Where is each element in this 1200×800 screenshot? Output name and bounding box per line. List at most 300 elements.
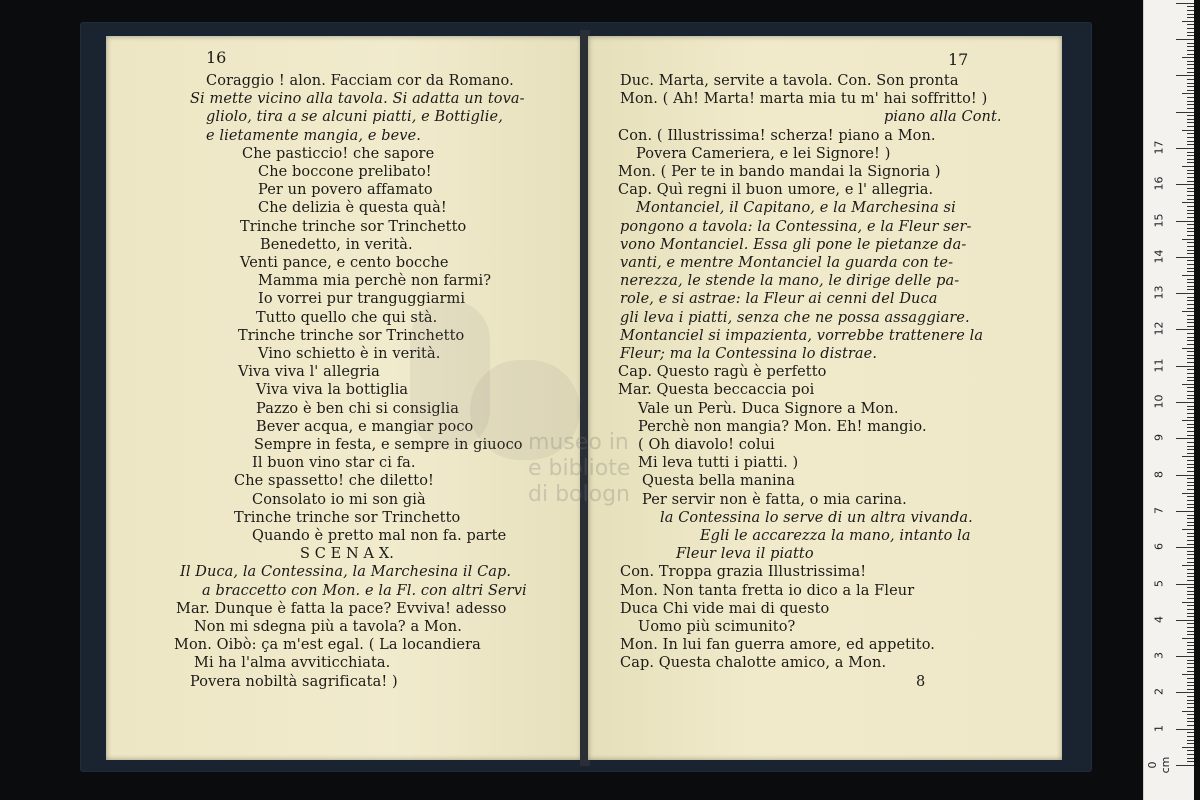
ruler-number: 7 (1152, 506, 1166, 514)
ruler-tick (1187, 714, 1194, 715)
ruler-tick (1176, 112, 1194, 113)
ruler-tick (1187, 587, 1194, 588)
ruler-tick (1187, 242, 1194, 243)
ruler-tick (1187, 224, 1194, 225)
ruler-tick (1187, 504, 1194, 505)
ruler-tick (1187, 417, 1194, 418)
ruler-tick (1187, 344, 1194, 345)
ruler-tick (1187, 398, 1194, 399)
ruler-tick (1187, 231, 1194, 232)
ruler-number: 15 (1152, 213, 1166, 227)
ruler-tick (1176, 729, 1194, 730)
ruler-tick (1187, 333, 1194, 334)
ruler-tick (1176, 584, 1194, 585)
ruler-tick (1187, 133, 1194, 134)
ruler-tick (1187, 35, 1194, 36)
ruler-tick (1187, 377, 1194, 378)
ruler-tick (1187, 431, 1194, 432)
ruler-tick (1187, 195, 1194, 196)
ruler-number: 5 (1152, 579, 1166, 587)
right-page-line: Uomo più scimunito? (638, 619, 796, 635)
ruler-tick (1176, 765, 1194, 766)
ruler-tick (1187, 678, 1194, 679)
ruler-tick (1176, 656, 1194, 657)
right-page-line: Questa bella manina (642, 473, 795, 490)
right-page-line: vono Montanciel. Essa gli pone le pietanze da- (620, 236, 967, 253)
left-page-line: Trinche trinche sor Trinchetto (240, 218, 467, 235)
ruler-tick (1182, 493, 1194, 494)
ruler-tick (1176, 475, 1194, 476)
ruler-tick (1187, 119, 1194, 120)
ruler-tick (1176, 438, 1194, 439)
left-page-line: Che boccone prelibato! (258, 164, 432, 180)
ruler-tick (1187, 482, 1194, 483)
ruler-tick (1187, 137, 1194, 138)
ruler-tick (1187, 68, 1194, 69)
ruler-tick (1187, 260, 1194, 261)
left-page-line: Il buon vino star ci fa. (252, 455, 416, 472)
ruler-number: 17 (1152, 140, 1166, 155)
ruler-tick (1187, 642, 1194, 643)
ruler-tick (1187, 54, 1194, 55)
right-page-line: Cap. Quì regni il buon umore, e l' allegria. (618, 182, 934, 199)
ruler-tick (1187, 369, 1194, 370)
ruler-tick (1187, 46, 1194, 47)
ruler-tick (1182, 420, 1194, 421)
ruler-tick (1187, 667, 1194, 668)
ruler-tick (1187, 61, 1194, 62)
ruler-tick (1187, 17, 1194, 18)
ruler-tick (1187, 340, 1194, 341)
ruler-tick (1187, 649, 1194, 650)
ruler-tick (1187, 337, 1194, 338)
left-page-line: Mar. Dunque è fatta la pace? Evviva! adesso (176, 600, 507, 617)
left-page-line: Sempre in festa, e sempre in giuoco (254, 437, 523, 453)
ruler-tick (1182, 311, 1194, 312)
left-page-line: Povera nobiltà sagrificata! ) (190, 673, 398, 690)
ruler-tick (1187, 50, 1194, 51)
ruler-tick (1187, 478, 1194, 479)
ruler-tick (1182, 57, 1194, 58)
ruler-tick (1187, 703, 1194, 704)
ruler-tick (1182, 638, 1194, 639)
ruler-tick (1187, 83, 1194, 84)
ruler-tick (1187, 28, 1194, 29)
ruler-tick (1187, 32, 1194, 33)
ruler-tick (1187, 427, 1194, 428)
right-page-line: la Contessina lo serve di un altra vivanda. (660, 509, 973, 526)
watermark-line-1: museo in (528, 430, 629, 455)
ruler-tick (1176, 184, 1194, 185)
ruler-tick (1182, 130, 1194, 131)
left-page (106, 36, 582, 760)
ruler-tick (1187, 387, 1194, 388)
right-page-line: Fleur; ma la Contessina lo distrae. (620, 346, 878, 362)
ruler-tick (1187, 740, 1194, 741)
watermark-line-2: e bibliote (528, 456, 631, 481)
ruler-tick (1187, 446, 1194, 447)
ruler-tick (1182, 239, 1194, 240)
right-page-line: Mon. ( Ah! Marta! marta mia tu m' hai soffritto! ) (620, 91, 988, 108)
ruler-number: 14 (1152, 249, 1166, 264)
ruler-tick (1187, 551, 1194, 552)
ruler-tick (1187, 522, 1194, 523)
ruler-tick (1187, 268, 1194, 269)
ruler-tick (1187, 380, 1194, 381)
ruler-tick (1187, 162, 1194, 163)
right-page-line: role, e si astrae: la Fleur ai cenni del Duca (620, 291, 938, 308)
ruler-tick (1187, 609, 1194, 610)
ruler-tick (1176, 293, 1194, 294)
ruler-tick (1187, 6, 1194, 7)
ruler-tick (1187, 104, 1194, 105)
ruler-tick (1187, 449, 1194, 450)
ruler-tick (1187, 14, 1194, 15)
right-page-line: Mar. Questa beccaccia poi (618, 382, 815, 399)
ruler-tick (1187, 144, 1194, 145)
ruler-tick (1187, 598, 1194, 599)
left-page-line: Venti pance, e cento bocche (240, 255, 449, 271)
ruler-tick (1176, 547, 1194, 548)
ruler-tick (1187, 721, 1194, 722)
right-page-line: pongono a tavola: la Contessina, e la Fleur ser- (620, 218, 972, 235)
ruler-tick (1187, 304, 1194, 305)
ruler-tick (1187, 758, 1194, 759)
ruler-tick (1187, 700, 1194, 701)
ruler-tick (1187, 652, 1194, 653)
ruler-tick (1187, 707, 1194, 708)
right-page-line: Fleur leva il piatto (676, 546, 814, 563)
right-page-line: ( Oh diavolo! colui (638, 437, 775, 453)
left-page-line: Che spassetto! che diletto! (234, 473, 434, 490)
ruler-tick (1187, 435, 1194, 436)
right-page-line: Duc. Marta, servite a tavola. Con. Son pronta (620, 73, 959, 89)
right-page-line: Mi leva tutti i piatti. ) (638, 455, 799, 472)
ruler-tick (1187, 663, 1194, 664)
ruler-number: 8 (1152, 470, 1166, 478)
ruler-tick (1187, 351, 1194, 352)
ruler-tick (1187, 253, 1194, 254)
ruler-tick (1187, 24, 1194, 25)
ruler-tick (1187, 308, 1194, 309)
ruler-tick (1187, 217, 1194, 218)
ruler-tick (1176, 402, 1194, 403)
ruler-tick (1187, 562, 1194, 563)
ruler-tick (1187, 97, 1194, 98)
ruler-tick (1187, 569, 1194, 570)
ruler-number: 13 (1152, 285, 1166, 300)
ruler-tick (1187, 685, 1194, 686)
left-page-line: Benedetto, in verità. (260, 236, 413, 253)
ruler-tick (1187, 409, 1194, 410)
left-page-line: Mamma mia perchè non farmi? (258, 273, 492, 290)
ruler-tick (1187, 373, 1194, 374)
ruler-tick (1187, 319, 1194, 320)
right-page (588, 36, 1062, 760)
ruler-tick (1187, 467, 1194, 468)
ruler-tick (1187, 460, 1194, 461)
ruler-tick (1187, 580, 1194, 581)
right-page-line: Perchè non mangia? Mon. Eh! mangio. (638, 418, 927, 435)
left-page-line: Coraggio ! alon. Facciam cor da Romano. (206, 73, 514, 89)
ruler-tick (1187, 424, 1194, 425)
right-page-line: Vale un Perù. Duca Signore a Mon. (638, 400, 899, 417)
ruler-tick (1182, 21, 1194, 22)
ruler-tick (1187, 326, 1194, 327)
left-page-line: e lietamente mangia, e beve. (206, 127, 421, 144)
ruler-tick (1187, 754, 1194, 755)
ruler-tick (1176, 3, 1194, 4)
ruler-tick (1187, 623, 1194, 624)
ruler-tick (1187, 750, 1194, 751)
ruler-unit-label: 0 cm (1146, 756, 1172, 774)
ruler-tick (1187, 115, 1194, 116)
ruler-tick (1187, 453, 1194, 454)
left-page-line: Vino schietto è in verità. (258, 346, 441, 362)
ruler-tick (1182, 565, 1194, 566)
ruler-tick (1176, 511, 1194, 512)
ruler-tick (1182, 384, 1194, 385)
left-page-line: Per un povero affamato (258, 182, 433, 199)
ruler-tick (1187, 141, 1194, 142)
ruler-number: 12 (1152, 321, 1166, 336)
right-page-line: Con. Troppa grazia Illustrissima! (620, 564, 867, 581)
left-page-line: Tutto quello che qui stà. (256, 309, 438, 326)
ruler-tick (1187, 159, 1194, 160)
ruler-number: 4 (1152, 615, 1166, 623)
ruler-tick (1187, 355, 1194, 356)
ruler-tick (1187, 206, 1194, 207)
ruler-tick (1182, 529, 1194, 530)
ruler-number: 11 (1152, 358, 1166, 373)
right-page-line: Mon. In lui fan guerra amore, ed appetito. (620, 637, 936, 654)
left-page-line: Che pasticcio! che sapore (242, 145, 435, 162)
ruler-tick (1187, 79, 1194, 80)
ruler-tick (1187, 496, 1194, 497)
ruler-tick (1187, 126, 1194, 127)
ruler-tick (1176, 366, 1194, 367)
ruler-tick (1182, 602, 1194, 603)
right-page-line: nerezza, le stende la mano, le dirige delle pa- (620, 273, 960, 290)
ruler-tick (1187, 518, 1194, 519)
ruler-tick (1187, 315, 1194, 316)
left-page-line: Bever acqua, e mangiar poco (256, 418, 474, 435)
ruler-number: 1 (1152, 724, 1166, 732)
right-page-line: Egli le accarezza la mano, intanto la (700, 528, 971, 544)
ruler-tick (1187, 536, 1194, 537)
ruler-tick (1187, 101, 1194, 102)
right-page-line: Mon. Non tanta fretta io dico a la Fleur (620, 582, 915, 599)
ruler-tick (1187, 322, 1194, 323)
ruler-tick (1176, 620, 1194, 621)
ruler-tick (1187, 485, 1194, 486)
ruler-tick (1187, 358, 1194, 359)
ruler-tick (1182, 747, 1194, 748)
ruler-tick (1187, 395, 1194, 396)
ruler-tick (1187, 64, 1194, 65)
left-page-line: Viva viva l' allegria (238, 364, 380, 381)
ruler-tick (1187, 616, 1194, 617)
ruler-tick (1187, 170, 1194, 171)
right-page-line: vanti, e mentre Montanciel la guarda con te- (620, 255, 954, 271)
right-page-line: piano alla Cont. (884, 109, 1002, 126)
ruler-tick (1187, 736, 1194, 737)
ruler-tick (1187, 191, 1194, 192)
ruler-tick (1187, 177, 1194, 178)
right-page-line: Montanciel si impazienta, vorrebbe trattenere la (620, 327, 984, 344)
ruler-tick (1182, 275, 1194, 276)
left-page-line: a braccetto con Mon. e la Fl. con altri Servi (202, 582, 527, 599)
left-page-line: Mon. Oibò: ça m'est egal. ( La locandiera (174, 637, 481, 654)
ruler-tick (1176, 329, 1194, 330)
right-page-line: Cap. Questa chalotte amico, a Mon. (620, 655, 887, 672)
ruler-tick (1187, 362, 1194, 363)
ruler-tick (1187, 591, 1194, 592)
ruler-tick (1187, 696, 1194, 697)
ruler-tick (1187, 507, 1194, 508)
ruler-tick (1187, 634, 1194, 635)
ruler-tick (1187, 464, 1194, 465)
ruler-tick (1176, 39, 1194, 40)
left-page-line: S C E N A X. (300, 546, 394, 563)
ruler-tick (1187, 155, 1194, 156)
ruler-tick (1187, 173, 1194, 174)
ruler-tick (1187, 525, 1194, 526)
right-page-line: gli leva i piatti, senza che ne possa assaggiare. (620, 309, 970, 326)
ruler-tick (1187, 743, 1194, 744)
ruler-tick (1187, 533, 1194, 534)
left-page-number: 16 (206, 48, 227, 67)
ruler-tick (1187, 246, 1194, 247)
ruler-tick (1187, 289, 1194, 290)
right-page-line: Mon. ( Per te in bando mandai la Signoria ) (618, 164, 941, 180)
left-page-line: Io vorrei pur tranguggiarmi (258, 291, 466, 308)
left-page-line: Consolato io mi son già (252, 491, 426, 508)
ruler-tick (1187, 500, 1194, 501)
ruler-tick (1187, 515, 1194, 516)
left-page-line: Si mette vicino alla tavola. Si adatta un tova- (190, 91, 525, 108)
ruler-tick (1187, 660, 1194, 661)
ruler-tick (1187, 442, 1194, 443)
ruler-tick (1187, 152, 1194, 153)
ruler-tick (1187, 689, 1194, 690)
ruler-tick (1187, 554, 1194, 555)
ruler-tick (1187, 489, 1194, 490)
ruler-tick (1176, 257, 1194, 258)
left-page-line: Mi ha l'alma avviticchiata. (194, 655, 391, 672)
ruler-tick (1187, 271, 1194, 272)
ruler-tick (1187, 540, 1194, 541)
left-page-line: Il Duca, la Contessina, la Marchesina il Cap. (180, 564, 512, 581)
ruler-tick (1187, 605, 1194, 606)
ruler-tick (1187, 250, 1194, 251)
ruler-tick (1187, 413, 1194, 414)
ruler-tick (1187, 645, 1194, 646)
right-page-line: Duca Chi vide mai di questo (620, 600, 830, 617)
ruler-tick (1187, 199, 1194, 200)
ruler-number: 9 (1152, 434, 1166, 442)
ruler-tick (1187, 213, 1194, 214)
right-page-line: Povera Cameriera, e lei Signore! ) (636, 145, 891, 162)
ruler-tick (1187, 72, 1194, 73)
ruler-tick (1187, 235, 1194, 236)
right-page-line: Cap. Questo ragù è perfetto (618, 364, 827, 381)
ruler-tick (1187, 558, 1194, 559)
ruler-tick (1187, 761, 1194, 762)
ruler-tick (1187, 576, 1194, 577)
ruler-tick (1187, 471, 1194, 472)
ruler-tick (1187, 300, 1194, 301)
right-page-number: 17 (948, 50, 969, 69)
ruler-tick (1187, 228, 1194, 229)
ruler-number: 2 (1152, 688, 1166, 696)
ruler-tick (1187, 573, 1194, 574)
ruler-tick (1176, 221, 1194, 222)
left-page-line: Quando è pretto mal non fa. parte (252, 528, 507, 544)
left-page-line: Viva viva la bottiglia (256, 382, 409, 399)
watermark-line-3: di bologn (528, 482, 630, 507)
ruler-number: 16 (1152, 176, 1166, 191)
ruler-tick (1182, 348, 1194, 349)
ruler-tick (1176, 75, 1194, 76)
ruler-tick (1187, 86, 1194, 87)
ruler-tick (1187, 631, 1194, 632)
ruler-tick (1187, 718, 1194, 719)
ruler-tick (1187, 90, 1194, 91)
ruler-tick (1182, 674, 1194, 675)
ruler-tick (1176, 148, 1194, 149)
ruler-tick (1182, 93, 1194, 94)
left-page-line: Trinche trinche sor Trinchetto (234, 509, 461, 526)
ruler-tick (1187, 264, 1194, 265)
ruler-tick (1187, 682, 1194, 683)
ruler-tick (1187, 725, 1194, 726)
left-page-line: gliolo, tira a se alcuni piatti, e Bottiglie, (206, 109, 503, 126)
ruler-tick (1187, 210, 1194, 211)
left-page-line: Che delizia è questa quà! (258, 200, 447, 217)
right-page-line: Con. ( Illustrissima! scherza! piano a Mon. (618, 127, 936, 144)
left-page-line: Trinche trinche sor Trinchetto (238, 327, 465, 344)
ruler-number: 3 (1152, 652, 1166, 660)
ruler-tick (1187, 627, 1194, 628)
ruler-tick (1187, 10, 1194, 11)
ruler-tick (1187, 122, 1194, 123)
right-page-line: 8 (916, 673, 926, 690)
ruler-tick (1187, 297, 1194, 298)
ruler-tick (1187, 279, 1194, 280)
right-page-line: Montanciel, il Capitano, e la Marchesina si (636, 200, 956, 217)
ruler-number: 6 (1152, 543, 1166, 551)
ruler-tick (1187, 594, 1194, 595)
right-page-line: Per servir non è fatta, o mia carina. (642, 491, 907, 508)
ruler-tick (1187, 108, 1194, 109)
ruler-tick (1187, 282, 1194, 283)
ruler-tick (1187, 613, 1194, 614)
ruler-tick (1187, 544, 1194, 545)
ruler-tick (1176, 692, 1194, 693)
ruler-tick (1182, 456, 1194, 457)
ruler-tick (1187, 671, 1194, 672)
ruler-tick (1187, 732, 1194, 733)
ruler-tick (1187, 181, 1194, 182)
ruler-number: 10 (1152, 394, 1166, 409)
ruler-tick (1182, 166, 1194, 167)
left-page-line: Pazzo è ben chi si consiglia (256, 400, 460, 417)
measurement-ruler (1143, 0, 1194, 800)
ruler-tick (1187, 286, 1194, 287)
ruler-tick (1187, 391, 1194, 392)
left-page-line: Non mi sdegna più a tavola? a Mon. (194, 619, 462, 635)
